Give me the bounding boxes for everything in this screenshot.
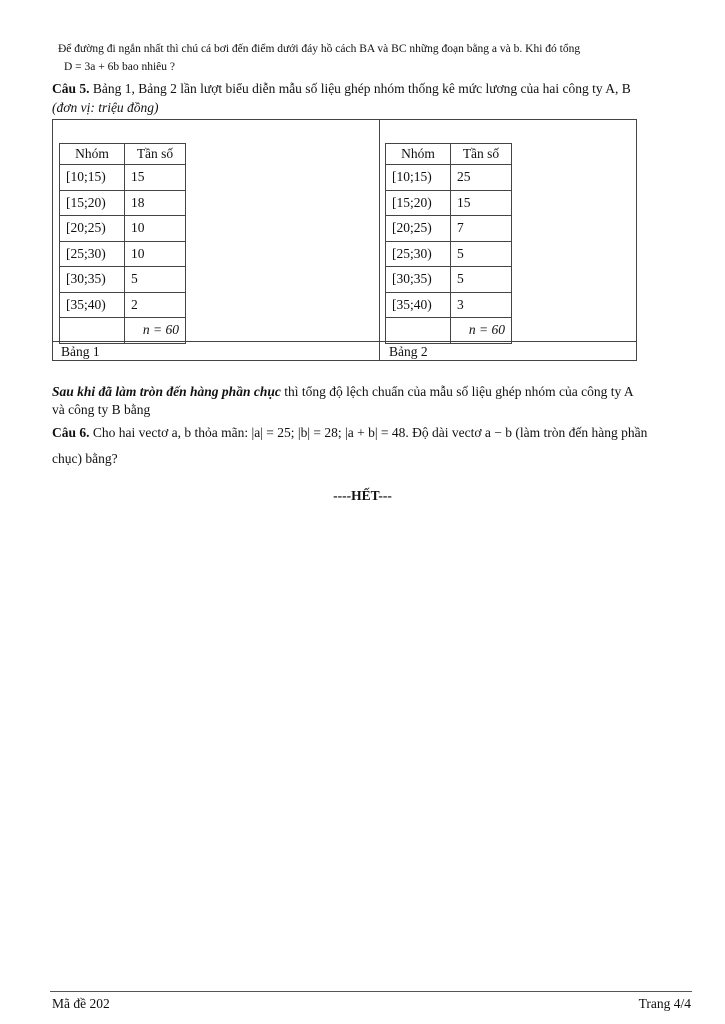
table-2-header-row [386, 144, 512, 165]
question-6-line-2: chục) bằng? [52, 451, 118, 466]
table-2-cell-group: [10;15) [386, 165, 451, 191]
question-6-text: Cho hai vectơ a, b thỏa mãn: |a| = 25; |b| = 28; |a + b| = 48. Độ dài vectơ a − b (làm tròn đến hàng phần [92, 425, 648, 440]
table-2-total-empty [386, 318, 451, 344]
question-6 [52, 425, 647, 441]
footer-divider [50, 991, 692, 992]
table-1-cell-frequency: 10 [125, 216, 186, 242]
intro-line-1: Để đường đi ngắn nhất thì chú cá bơi đến điểm dưới đáy hồ cách BA và BC những đoạn bằng a và b. Khi đó tổng [58, 43, 581, 55]
table-1-caption: Bảng 1 [61, 344, 100, 359]
question-5-unit: (đơn vị: triệu đồng) [52, 100, 159, 115]
table-2-cell-frequency: 7 [451, 216, 512, 242]
table-row [386, 165, 512, 191]
table-1-cell-group: [20;25) [60, 216, 125, 242]
table-1-cell-group: [10;15) [60, 165, 125, 191]
table-1-cell-frequency: 15 [125, 165, 186, 191]
table-2-total: n = 60 [451, 318, 512, 344]
table-1-cell-frequency: 5 [125, 267, 186, 293]
table-1-header-row [60, 144, 186, 165]
table-2-cell-group: [15;20) [386, 190, 451, 216]
table-2-cell-frequency: 5 [451, 241, 512, 267]
question-5-text: Bảng 1, Bảng 2 lần lượt biểu diễn mẫu số liệu ghép nhóm thống kê mức lương của hai công ty A, B [92, 81, 631, 96]
table-2-cell-frequency: 5 [451, 267, 512, 293]
table-2-header-frequency: Tần số [451, 144, 512, 165]
table-row [60, 267, 186, 293]
table-1-cell-group: [25;30) [60, 241, 125, 267]
table-1-header-group: Nhóm [60, 144, 125, 165]
table-1-total-empty [60, 318, 125, 344]
table-2-cell-group: [20;25) [386, 216, 451, 242]
table-row [386, 241, 512, 267]
table-2-cell-group: [30;35) [386, 267, 451, 293]
table-row [60, 216, 186, 242]
table-2-caption: Bảng 2 [389, 344, 428, 359]
question-5 [52, 81, 631, 97]
footer-page-number: Trang 4/4 [638, 996, 691, 1011]
table-1-cell-group: [15;20) [60, 190, 125, 216]
question-5-prompt-rest: thì tổng độ lệch chuẩn của mẫu số liệu ghép nhóm của công ty A [280, 384, 634, 399]
question-5-emphasis: Sau khi đã làm tròn đến hàng phần chục [52, 384, 281, 399]
table-row [60, 190, 186, 216]
question-5-prompt-line-2: và công ty B bằng [52, 402, 151, 417]
table-2-cell-frequency: 25 [451, 165, 512, 191]
table-2 [385, 143, 512, 344]
question-5-label: Câu 5. [52, 81, 90, 96]
table-2-cell-group: [25;30) [386, 241, 451, 267]
table-2-cell-frequency: 15 [451, 190, 512, 216]
table-row [386, 267, 512, 293]
table-1-cell-frequency: 18 [125, 190, 186, 216]
frame-divider-vertical [379, 120, 380, 360]
table-1-header-frequency: Tần số [125, 144, 186, 165]
table-row [386, 190, 512, 216]
table-1-cell-group: [30;35) [60, 267, 125, 293]
table-2-cell-frequency: 3 [451, 292, 512, 318]
table-2-total-row [386, 318, 512, 344]
table-1-cell-frequency: 2 [125, 292, 186, 318]
footer-exam-code: Mã đề 202 [52, 996, 110, 1011]
end-mark: ----HẾT--- [333, 488, 392, 503]
intro-line-2: D = 3a + 6b bao nhiêu ? [64, 61, 176, 73]
tables-frame [52, 119, 637, 361]
table-1-cell-frequency: 10 [125, 241, 186, 267]
table-row [60, 165, 186, 191]
table-row [60, 292, 186, 318]
question-5-prompt [52, 384, 634, 400]
table-1-total-row [60, 318, 186, 344]
question-6-label: Câu 6. [52, 425, 90, 440]
table-1-total: n = 60 [125, 318, 186, 344]
table-1 [59, 143, 186, 344]
table-row [386, 216, 512, 242]
table-2-header-group: Nhóm [386, 144, 451, 165]
table-row [60, 241, 186, 267]
table-row [386, 292, 512, 318]
table-1-cell-group: [35;40) [60, 292, 125, 318]
table-2-cell-group: [35;40) [386, 292, 451, 318]
